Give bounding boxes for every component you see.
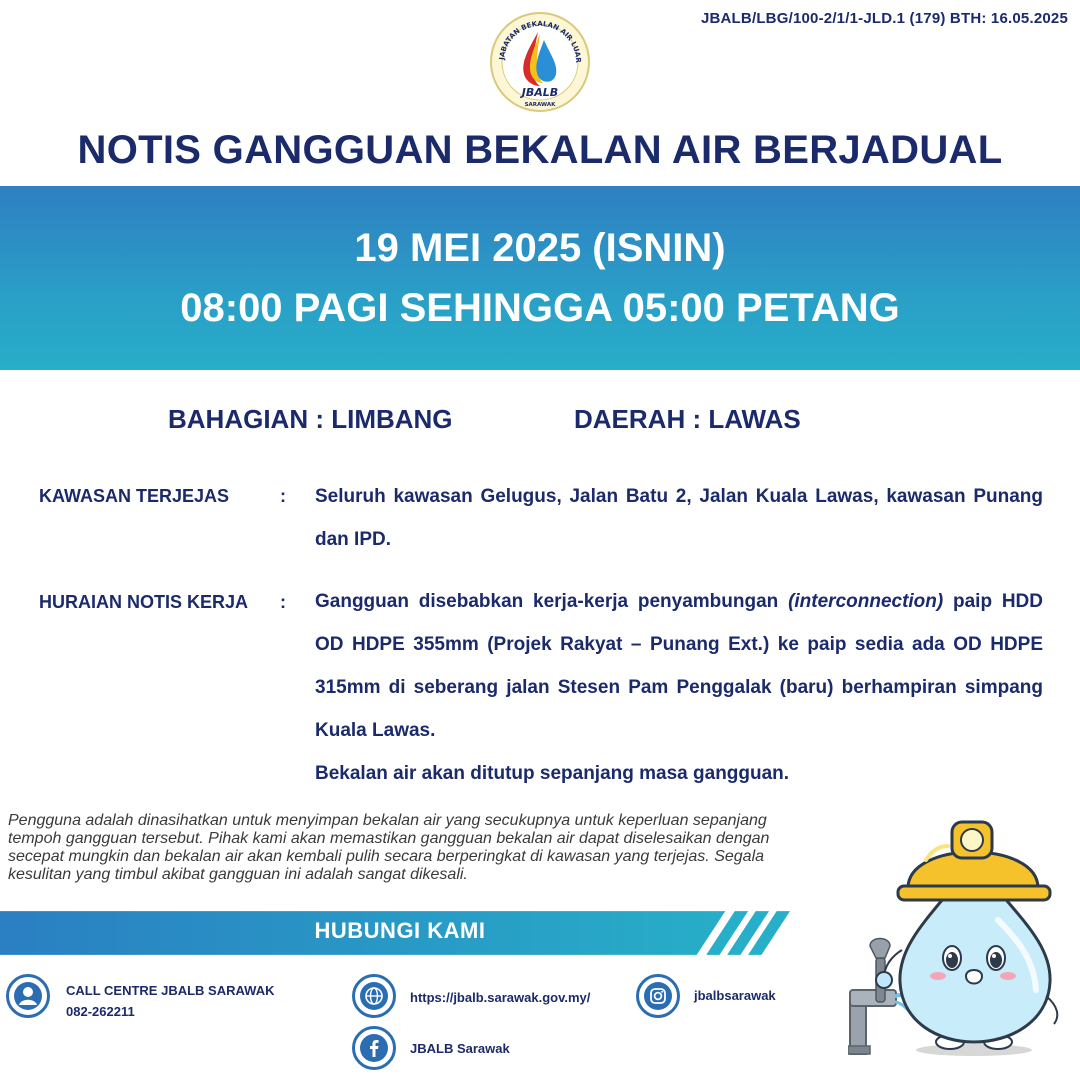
website-link[interactable]: https://jbalb.sarawak.gov.my/ — [410, 990, 591, 1005]
call-centre-number[interactable]: 082-262211 — [66, 1004, 135, 1019]
contact-title: HUBUNGI KAMI — [314, 918, 486, 943]
notice-title: NOTIS GANGGUAN BEKALAN AIR BERJADUAL — [77, 128, 1003, 172]
reference-number: JBALB/LBG/100-2/1/1-JLD.1 (179) BTH: 16.05.2025 — [700, 10, 1068, 27]
logo-name: JBALB — [521, 86, 559, 99]
facebook-icon — [352, 1026, 396, 1070]
huraian-label: HURAIAN NOTIS KERJA — [39, 592, 249, 612]
huraian-colon: : — [280, 592, 286, 612]
logo-sub: SARAWAK — [524, 102, 556, 108]
huraian-paragraph — [315, 580, 1043, 752]
huraian-text-italic: (interconnection) — [788, 591, 944, 612]
huraian-text-before: Gangguan disebabkan kerja-kerja penyambungan — [315, 591, 789, 612]
advice-text: Pengguna adalah dinasihatkan untuk menyimpan bekalan air yang secukupnya untuk keperluan sepanjang tempoh gangguan tersebut. Pihak kami akan memastikan gangguan bekalan air dapat diselesaikan dengan secepat mungkin dan bekalan air akan kembali pulih secara berperingkat di kawasan yang terjejas. Segala kesulitan yang timbul akibat gangguan ini adalah sangat dikesali. — [8, 812, 770, 883]
bahagian-label: BAHAGIAN : LIMBANG — [168, 404, 453, 434]
instagram-icon — [636, 974, 680, 1018]
logo-arc-text: JABATAN BEKALAN AIR LUAR — [498, 19, 583, 63]
facebook-page[interactable]: JBALB Sarawak — [410, 1041, 510, 1056]
instagram-handle[interactable]: jbalbsarawak — [694, 988, 776, 1003]
call-centre-label: CALL CENTRE JBALB SARAWAK — [66, 983, 275, 998]
jbalb-logo — [488, 10, 592, 114]
daerah-label: DAERAH : LAWAS — [574, 404, 801, 434]
schedule-banner — [0, 186, 1080, 370]
kawasan-paragraph: Seluruh kawasan Gelugus, Jalan Batu 2, Jalan Kuala Lawas, kawasan Punang dan IPD. — [315, 486, 1043, 550]
kawasan-colon: : — [280, 486, 286, 506]
huraian-text — [315, 580, 1043, 795]
water-drop-mascot — [848, 800, 1070, 1062]
call-centre — [66, 980, 275, 1022]
kawasan-label: KAWASAN TERJEJAS — [39, 486, 230, 506]
user-icon — [6, 974, 50, 1018]
huraian-text-after: paip HDD OD HDPE 355mm (Projek Rakyat – Punang Ext.) ke paip sedia ada OD HDPE 315mm di seberang jalan Stesen Pam Penggalak (baru) berhampiran simpang Kuala Lawas. — [315, 591, 1044, 741]
banner-time: 08:00 PAGI SEHINGGA 05:00 PETANG — [180, 286, 900, 330]
hard-hat-icon — [898, 822, 1050, 900]
kawasan-text — [315, 475, 1043, 561]
huraian-note: Bekalan air akan ditutup sepanjang masa gangguan. — [315, 763, 790, 784]
banner-date: 19 MEI 2025 (ISNIN) — [354, 226, 726, 270]
globe-icon — [352, 974, 396, 1018]
